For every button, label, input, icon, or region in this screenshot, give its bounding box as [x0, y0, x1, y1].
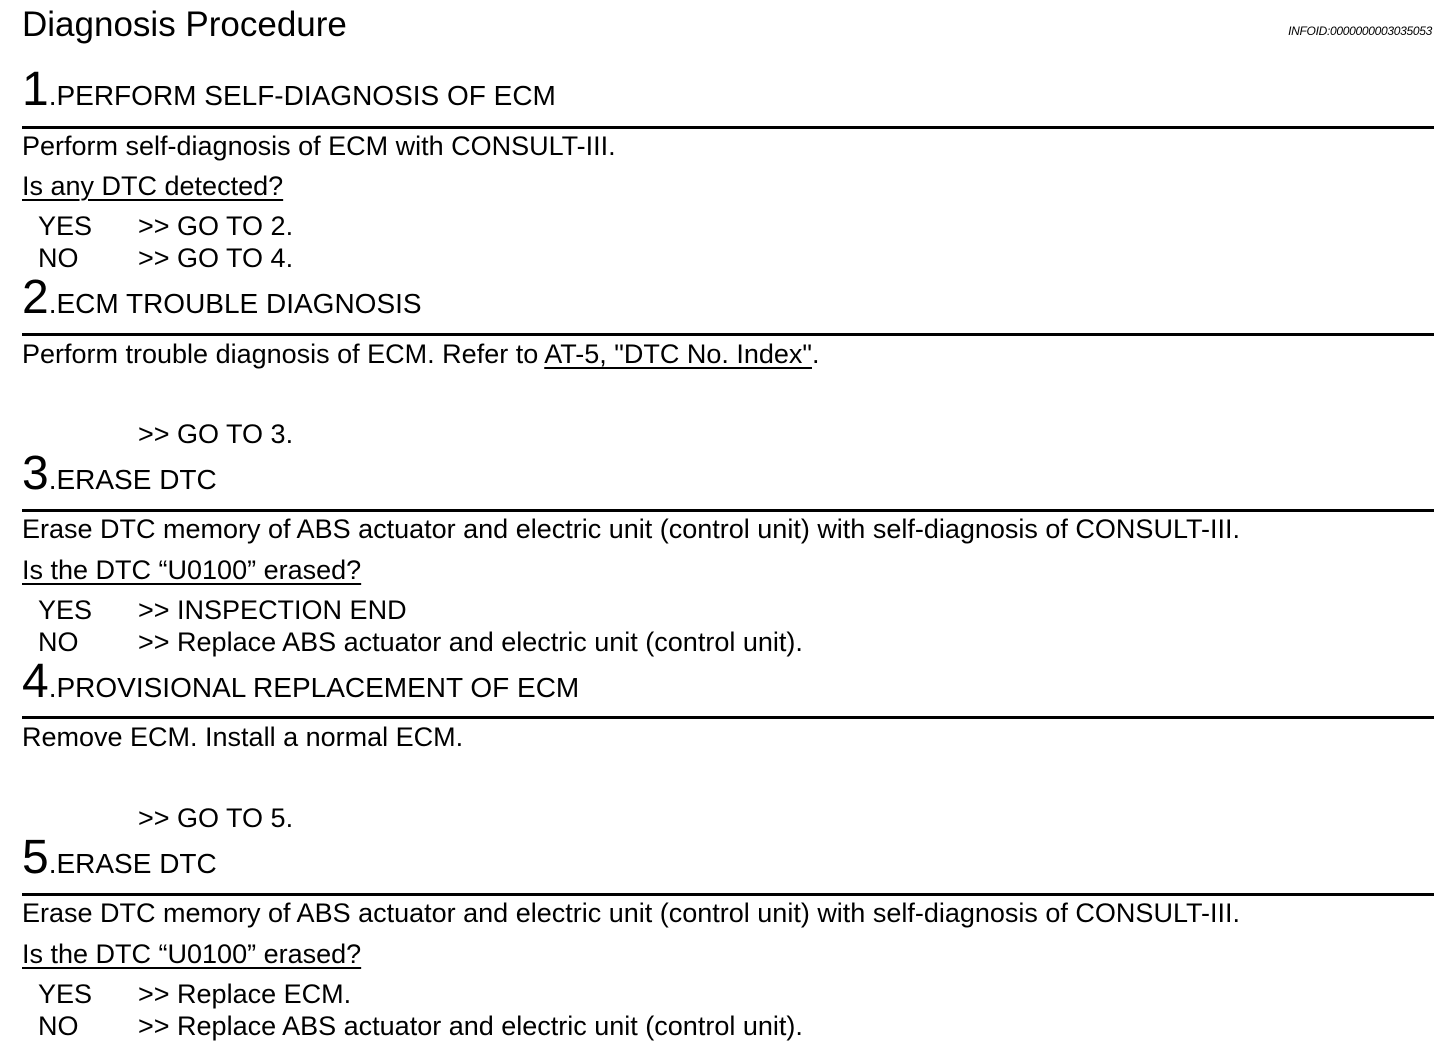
step-title: ERASE DTC — [56, 464, 217, 495]
step-divider — [22, 126, 1434, 129]
answer-no-action: >> GO TO 4. — [138, 243, 294, 273]
answer-no-label: NO — [38, 243, 79, 273]
step-1-heading — [22, 63, 556, 116]
step-instruction: Erase DTC memory of ABS actuator and electric unit (control unit) with self-diagnosis of CONSULT-III. — [22, 898, 1240, 928]
answer-yes-action: >> INSPECTION END — [138, 595, 407, 625]
answer-no-action: >> Replace ABS actuator and electric unit (control unit). — [138, 1011, 803, 1041]
step-number: 4 — [22, 655, 49, 708]
step-number: 2 — [22, 271, 49, 324]
step-5-heading — [22, 831, 217, 884]
answer-yes-action: >> GO TO 2. — [138, 211, 294, 241]
answer-no-label: NO — [38, 1011, 79, 1041]
step-4-heading — [22, 655, 580, 708]
step-title: PROVISIONAL REPLACEMENT OF ECM — [56, 672, 580, 703]
answer-yes-label: YES — [38, 211, 93, 241]
step-divider — [22, 716, 1434, 719]
answer-yes-label: YES — [38, 979, 93, 1009]
step-2-heading — [22, 271, 422, 324]
reference-link[interactable]: AT-5, "DTC No. Index" — [544, 339, 812, 369]
step-dot: . — [48, 672, 57, 703]
answer-yes-label: YES — [38, 595, 93, 625]
step-question: Is the DTC “U0100” erased? — [22, 939, 362, 969]
step-number: 5 — [22, 831, 49, 884]
step-divider — [22, 893, 1434, 896]
step-divider — [22, 509, 1434, 512]
step-instruction — [22, 338, 820, 370]
step-dot: . — [48, 464, 57, 495]
page-title: Diagnosis Procedure — [22, 5, 347, 44]
step-dot: . — [48, 80, 57, 111]
step-3-heading — [22, 447, 217, 500]
answer-action: >> GO TO 5. — [138, 803, 294, 833]
answer-no-label: NO — [38, 627, 79, 657]
step-question: Is the DTC “U0100” erased? — [22, 555, 362, 585]
step-title: ERASE DTC — [56, 848, 217, 879]
instruction-text: Perform trouble diagnosis of ECM. Refer to — [22, 339, 545, 369]
answer-no-action: >> Replace ABS actuator and electric unit (control unit). — [138, 627, 803, 657]
step-number: 1 — [22, 63, 49, 116]
step-title: PERFORM SELF-DIAGNOSIS OF ECM — [56, 80, 556, 111]
step-dot: . — [48, 848, 57, 879]
step-instruction: Erase DTC memory of ABS actuator and electric unit (control unit) with self-diagnosis of CONSULT-III. — [22, 514, 1240, 544]
step-question: Is any DTC detected? — [22, 171, 284, 201]
step-divider — [22, 333, 1434, 336]
step-dot: . — [48, 288, 57, 319]
instruction-suffix: . — [811, 339, 820, 369]
step-title: ECM TROUBLE DIAGNOSIS — [56, 288, 422, 319]
info-id: INFOID:0000000003035053 — [1288, 24, 1432, 38]
answer-action: >> GO TO 3. — [138, 419, 294, 449]
step-instruction: Remove ECM. Install a normal ECM. — [22, 722, 464, 752]
step-number: 3 — [22, 447, 49, 500]
step-instruction: Perform self-diagnosis of ECM with CONSULT-III. — [22, 131, 616, 161]
answer-yes-action: >> Replace ECM. — [138, 979, 352, 1009]
